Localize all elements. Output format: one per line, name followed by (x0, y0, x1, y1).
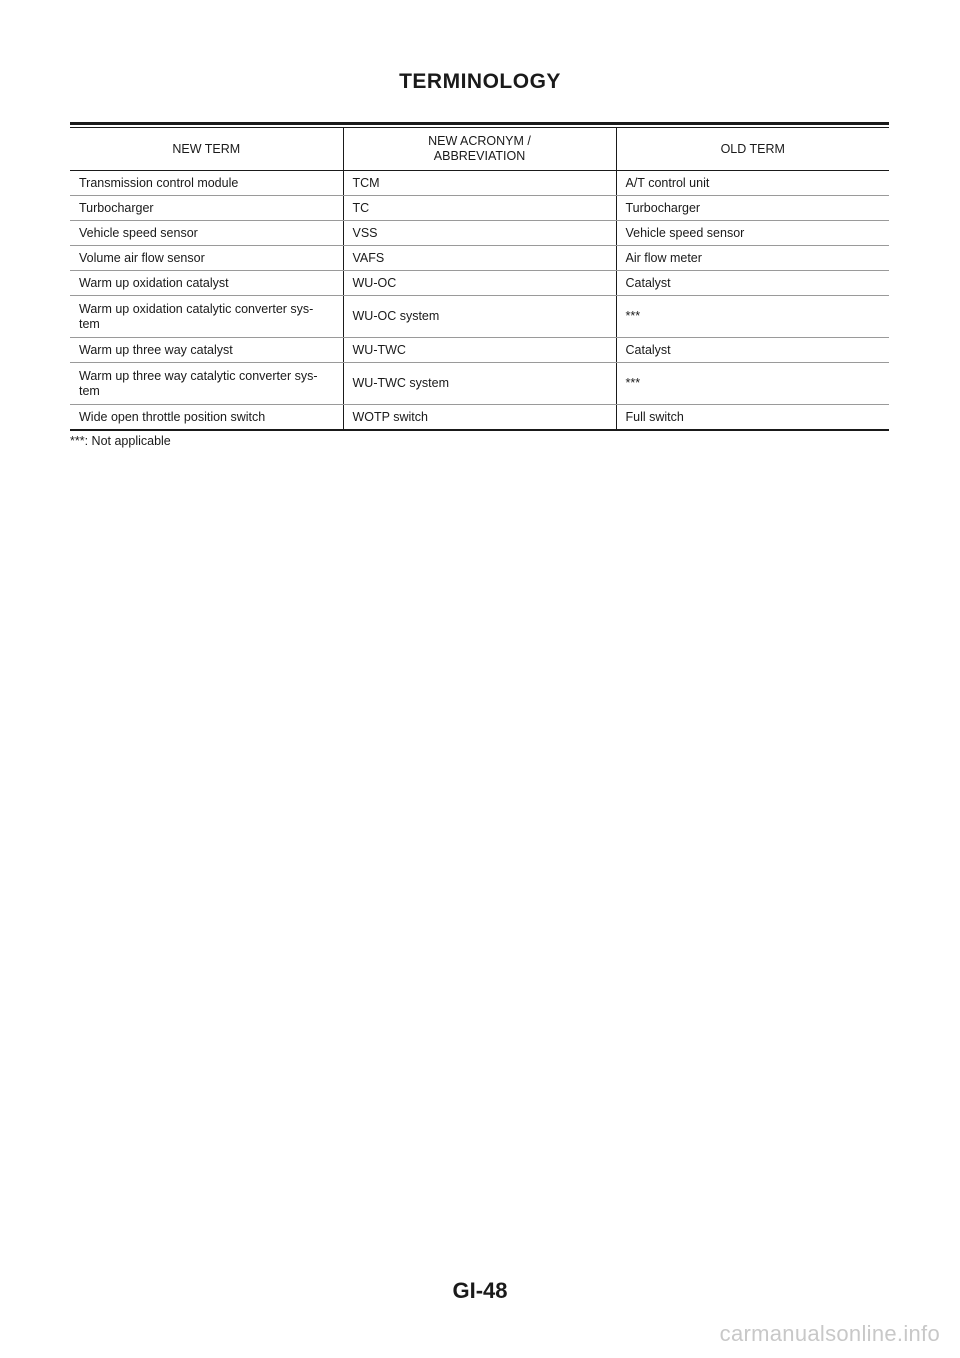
cell-old-term: Full switch (616, 405, 889, 430)
cell-old-term: *** (616, 363, 889, 405)
cell-new-term: Volume air flow sensor (70, 246, 343, 271)
page-number: GI-48 (452, 1278, 508, 1303)
table-row (70, 171, 889, 196)
cell-old-term: Catalyst (616, 338, 889, 363)
table-header-row (70, 128, 889, 171)
table-footnote: ***: Not applicable (70, 434, 171, 448)
cell-new-term: Warm up three way catalytic converter sys- tem (70, 363, 343, 405)
table-row (70, 405, 889, 430)
cell-new-term: Warm up oxidation catalytic converter sys- tem (70, 296, 343, 338)
table-row (70, 296, 889, 338)
table-row (70, 221, 889, 246)
cell-old-term: Catalyst (616, 271, 889, 296)
table-bottom-rule (70, 429, 889, 431)
table-row (70, 271, 889, 296)
cell-acronym: VSS (343, 221, 616, 246)
cell-new-term: Transmission control module (70, 171, 343, 196)
cell-old-term: *** (616, 296, 889, 338)
cell-acronym: WOTP switch (343, 405, 616, 430)
cell-old-term: Vehicle speed sensor (616, 221, 889, 246)
cell-acronym: WU-TWC (343, 338, 616, 363)
cell-old-term: Turbocharger (616, 196, 889, 221)
cell-acronym: WU-OC system (343, 296, 616, 338)
terminology-table-container (70, 122, 889, 431)
page-title: TERMINOLOGY (399, 70, 561, 93)
cell-old-term: Air flow meter (616, 246, 889, 271)
cell-new-term: Turbocharger (70, 196, 343, 221)
cell-old-term: A/T control unit (616, 171, 889, 196)
header-old-term (616, 128, 889, 171)
header-label: NEW TERM (172, 141, 241, 156)
cell-acronym: TCM (343, 171, 616, 196)
cell-acronym: TC (343, 196, 616, 221)
header-new-term (70, 128, 343, 171)
cell-acronym: VAFS (343, 246, 616, 271)
table-row (70, 196, 889, 221)
watermark: carmanualsonline.info (719, 1321, 940, 1346)
terminology-table (70, 128, 889, 429)
cell-new-term: Vehicle speed sensor (70, 221, 343, 246)
cell-new-term: Warm up three way catalyst (70, 338, 343, 363)
cell-acronym: WU-TWC system (343, 363, 616, 405)
header-new-acronym (343, 128, 616, 171)
table-row (70, 338, 889, 363)
cell-acronym: WU-OC (343, 271, 616, 296)
header-label: OLD TERM (720, 141, 785, 156)
cell-new-term: Warm up oxidation catalyst (70, 271, 343, 296)
cell-new-term: Wide open throttle position switch (79, 409, 266, 424)
header-label: NEW ACRONYM / ABBREVIATION (428, 134, 531, 163)
table-row (70, 246, 889, 271)
table-row (70, 363, 889, 405)
